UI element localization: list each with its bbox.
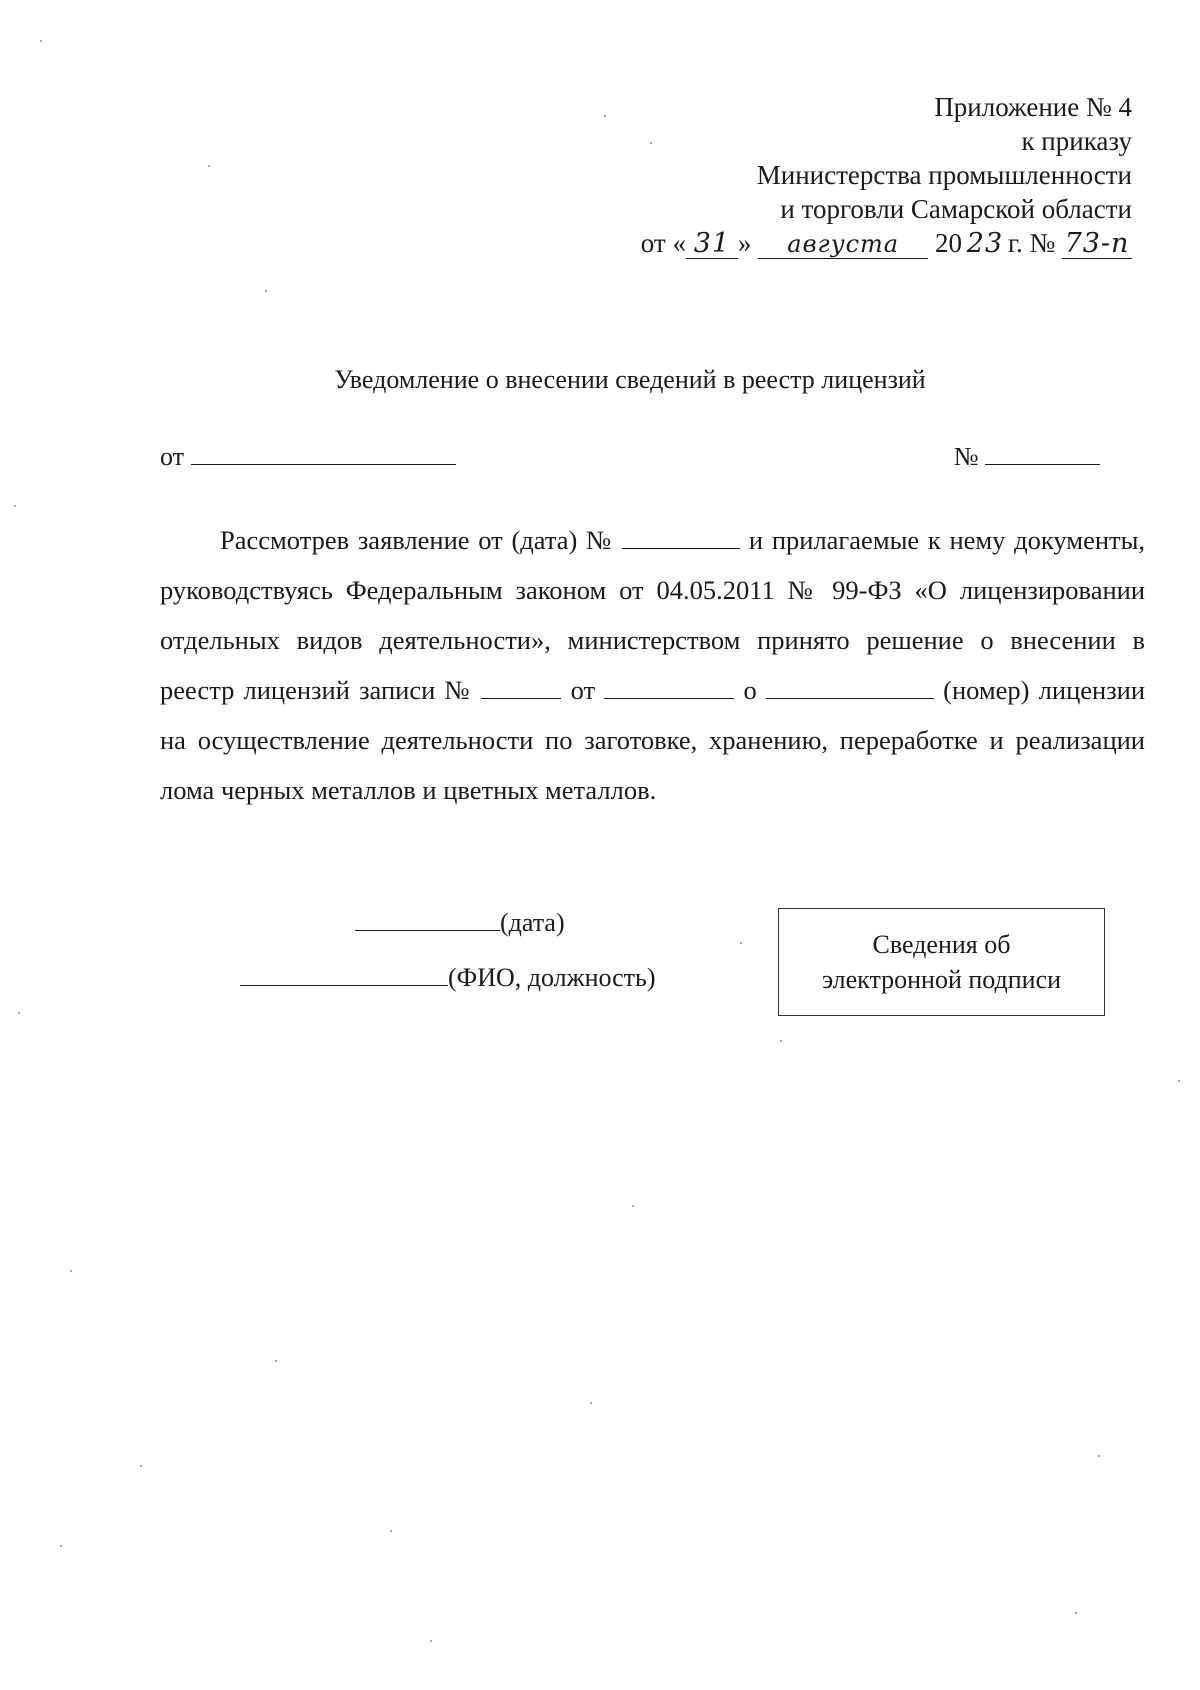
scan-speck [780,1040,782,1042]
body-text-line1a: Рассмотрев заявление от (дата) № [220,525,614,555]
signature-date-line [355,908,565,938]
document-title-text: Уведомление о внесении сведений в реестр лицензий [334,365,926,394]
body-text-line3: лицензировании отдельных видов деятельности», министерством принято [160,575,1146,655]
license-number-blank [766,676,934,699]
body-paragraph [160,515,1145,815]
body-text-line5: (номер) лицензии на осуществление деятельности по [160,675,1146,755]
scan-speck [14,505,16,507]
scan-speck [590,1402,592,1404]
notice-number-field [954,442,1100,472]
signature-date-blank [355,908,500,931]
scan-speck [1178,1080,1180,1082]
record-date-blank [604,676,734,699]
scan-speck [1098,1455,1100,1457]
notice-date-field [160,442,456,472]
notice-date-blank [191,442,456,465]
appendix-header [641,90,1132,260]
notice-number-label: № [953,442,979,471]
record-number-blank [481,676,561,699]
ministry-name-line2: и торговли Самарской области [780,194,1132,224]
scan-speck [265,290,267,292]
notice-body [160,515,1145,815]
order-month-handwritten: августа [758,230,928,259]
scan-speck [60,1545,62,1547]
order-reference: к приказу [1021,126,1132,156]
document-title [0,365,1200,395]
body-text-line1b: и прилагаемые к нему [748,525,1006,555]
order-date-number [641,226,1132,260]
signature-fio-blank [240,963,448,986]
order-quote-close: » [737,228,752,258]
notice-from-label: от [160,442,185,471]
appendix-number: Приложение № 4 [934,92,1132,122]
scan-speck [632,1205,634,1207]
scan-speck [275,1360,277,1362]
scan-speck [650,142,652,144]
scan-speck [140,1465,142,1467]
scan-speck [604,115,606,117]
body-text-line4a: решение о внесении в реестр лицензий записи № [160,625,1146,705]
scan-speck [390,1530,392,1532]
esign-line1: Сведения об [872,930,1011,959]
esign-line2: электронной подписи [821,965,1062,994]
scan-speck [18,1012,20,1014]
electronic-signature-box [778,908,1105,1016]
body-text-line2: документы, руководствуясь Федеральным законом от 04.05.2011 № 99-ФЗ «О [160,525,1146,605]
signature-fio-label: (ФИО, должность) [448,963,656,992]
order-year-label: г. № [1007,228,1056,258]
scan-speck [1075,1612,1077,1614]
order-year-handwritten: 23 [966,228,1004,259]
scan-speck [430,1640,432,1642]
body-text-line4b: от [570,675,596,705]
scan-speck [40,40,42,42]
scan-speck [208,165,210,167]
body-text-line6: заготовке, хранению, переработке и реализации лома черных металлов и [160,725,1145,805]
order-day-handwritten: 31 [686,230,738,259]
order-from-prefix: от « [640,228,686,258]
ministry-name-line1: Министерства промышленности [756,160,1132,190]
notice-number-blank [985,442,1100,465]
scan-speck [70,1270,72,1272]
application-number-blank [622,526,740,549]
body-text-line7: цветных металлов. [443,775,657,805]
signature-fio-line [240,963,656,993]
scan-speck [740,942,742,944]
order-number-handwritten: 73-п [1062,230,1132,259]
order-year-prefix: 20 [934,228,962,258]
signature-date-label: (дата) [500,908,565,937]
body-text-line4c: о [743,675,757,705]
